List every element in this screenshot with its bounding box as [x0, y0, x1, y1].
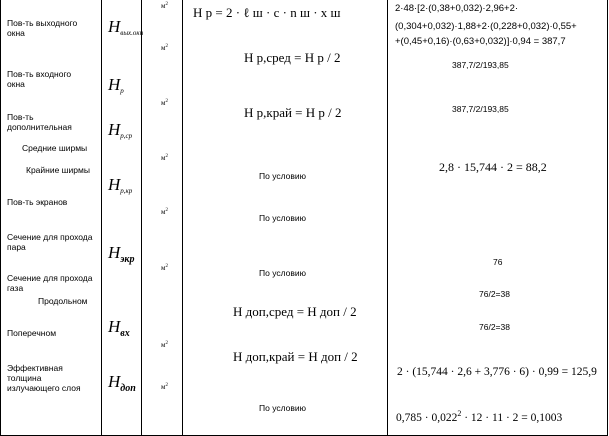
unit-row-7: $м^2$ [161, 341, 168, 349]
column-divider-symbol [141, 0, 142, 436]
condition-3: По условию [259, 268, 307, 278]
formula-radiation-surface: H р = 2 · ℓ ш · c · n ш · x ш [193, 5, 341, 20]
row-label-transverse: Поперечном [7, 328, 57, 338]
result-longitudinal: 76/2=38 [479, 289, 510, 299]
symbol-entry: $H_{вх}$ [108, 317, 130, 339]
row-label-entry-window: Пов-ть входного окна [7, 69, 72, 89]
row-label-longitudinal: Продольном [38, 296, 88, 306]
unit-row-2: $м^2$ [161, 44, 168, 52]
border-right [607, 0, 608, 436]
unit-row-3: $м^2$ [161, 99, 168, 107]
row-label-edge-screens: Крайние ширмы [26, 165, 90, 175]
border-left [0, 0, 1, 436]
result-last-row: $0,785 \cdot 0,022^2 \cdot 12 \cdot 11 \cdot 2 = 0,1003$ [396, 409, 563, 424]
result-entry-window: 387,7/2/193,85 [452, 60, 509, 70]
row-label-additional: Пов-ть дополнительная [7, 112, 72, 132]
condition-2: По условию [259, 213, 307, 223]
unit-row-6: $м^2$ [161, 264, 168, 272]
row-label-steam-section: Сечение для прохода пара [7, 232, 93, 252]
row-label-effective-thickness: Эффективная толщина излучающего слоя [7, 363, 81, 393]
row-label-screens: Пов-ть экранов [7, 197, 68, 207]
result-exit-window-line-1: 2·48·[2·(0,38+0,032)·2,96+2· [395, 3, 519, 14]
symbol-radiation: $H_р$ [108, 75, 124, 95]
unit-row-5: $м^2$ [161, 208, 168, 216]
column-divider-unit [182, 0, 183, 436]
symbol-exit-window: $H_{вых.окн}$ [108, 17, 144, 37]
column-divider-label [101, 0, 102, 436]
unit-row-1: $м^2$ [161, 2, 168, 10]
formula-radiation-edge: H р,край = H р / 2 [244, 105, 342, 120]
result-transverse: 76/2=38 [479, 322, 510, 332]
result-exit-window-line-3: +(0,45+0,16)·(0,63+0,032)]·0,94 = 387,7 [395, 36, 566, 47]
result-effective-thickness: 2 · (15,744 · 2,6 + 3,776 · 6) · 0,99 = 125,9 [397, 366, 597, 378]
symbol-screens: $H_{экр}$ [108, 243, 135, 265]
result-middle-screens: 2,8 · 15,744 · 2 = 88,2 [439, 160, 547, 174]
column-divider-formula [387, 0, 388, 436]
row-label-middle-screens: Средние ширмы [22, 143, 88, 153]
formula-radiation-middle: H р,сред = H р / 2 [244, 50, 341, 65]
condition-4: По условию [259, 403, 307, 413]
symbol-radiation-edge: $H_{р,кр}$ [108, 175, 133, 195]
formula-additional-edge: H доп,край = H доп / 2 [233, 349, 358, 364]
unit-row-4: $м^2$ [161, 154, 168, 162]
symbol-radiation-middle: $H_{р,ср}$ [108, 120, 133, 140]
condition-1: По условию [259, 171, 307, 181]
symbol-additional: $H_{доп}$ [108, 372, 136, 394]
result-additional: 387,7/2/193,85 [452, 104, 509, 114]
result-steam-section: 76 [493, 257, 503, 267]
unit-row-8: $м^2$ [161, 383, 168, 391]
formula-additional-middle: H доп,сред = H доп / 2 [233, 304, 357, 319]
row-label-exit-window: Пов-ть выходного окна [7, 18, 78, 38]
row-label-gas-section: Сечение для прохода газа [7, 273, 93, 293]
result-exit-window-line-2: (0,304+0,032)·1,88+2·(0,228+0,032)·0,55+ [395, 21, 577, 32]
